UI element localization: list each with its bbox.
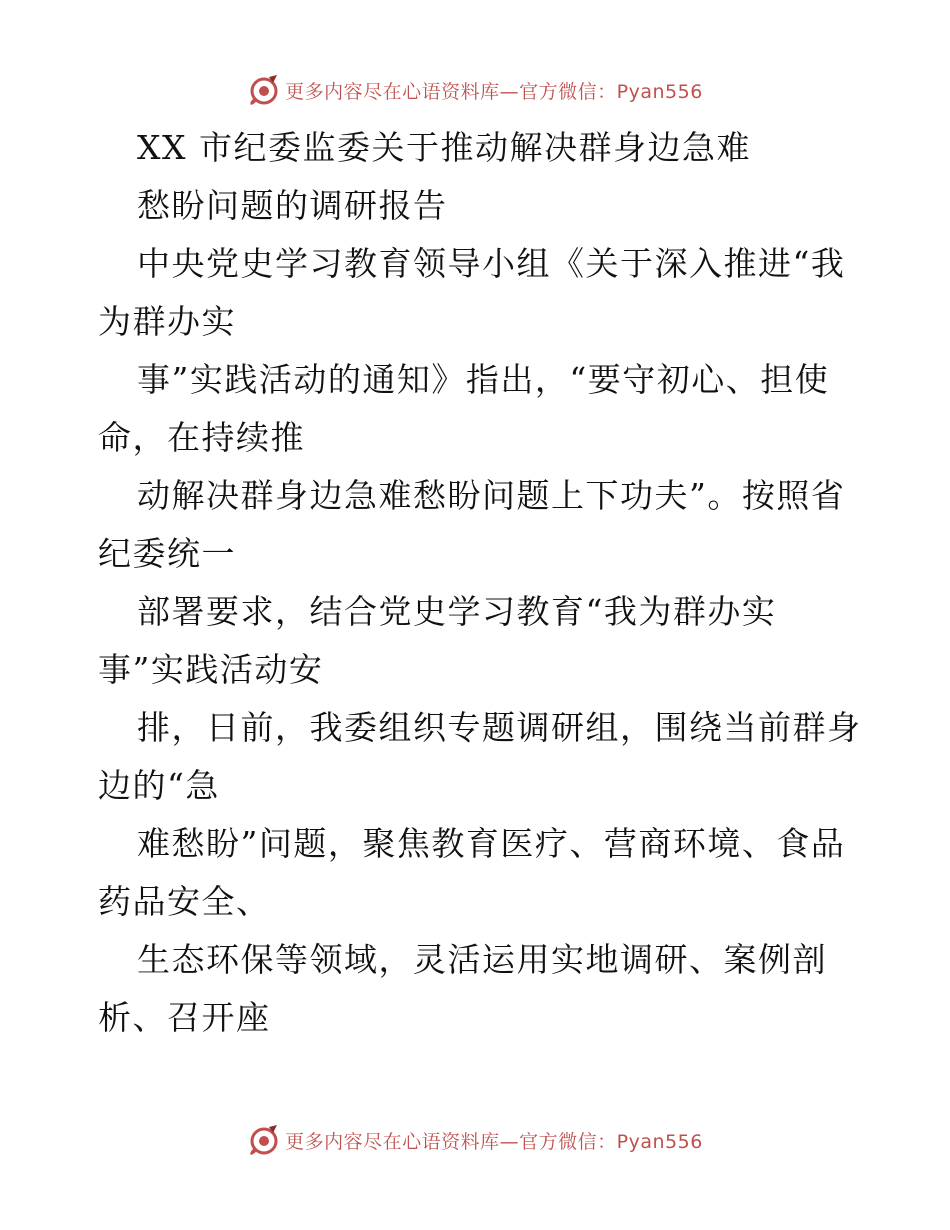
document-title-line-1: XX 市纪委监委关于推动解决群身边急难 <box>137 128 751 167</box>
header-watermark <box>0 70 950 110</box>
body-line-4: 命，在持续推 <box>98 418 305 457</box>
body-line-1: 中央党史学习教育领导小组《关于深入推进“我 <box>137 244 846 283</box>
body-line-6: 纪委统一 <box>98 534 236 573</box>
brush-logo-icon <box>247 1123 281 1157</box>
body-line-5: 动解决群身边急难愁盼问题上下功夫”。按照省 <box>137 476 846 515</box>
footer-watermark <box>0 1120 950 1160</box>
brush-logo-icon <box>247 73 281 107</box>
body-line-13: 生态环保等领域，灵活运用实地调研、案例剖 <box>137 940 827 979</box>
watermark-text: 更多内容尽在心语资料库—官方微信：Pyan556 <box>285 80 703 103</box>
body-line-11: 难愁盼”问题，聚焦教育医疗、营商环境、食品 <box>137 824 846 863</box>
body-line-3: 事”实践活动的通知》指出，“要守初心、担使 <box>137 360 830 399</box>
body-line-10: 边的“急 <box>98 766 220 805</box>
watermark-text: 更多内容尽在心语资料库—官方微信：Pyan556 <box>285 1130 703 1153</box>
body-line-7: 部署要求，结合党史学习教育“我为群办实 <box>137 592 777 631</box>
document-title-line-2: 愁盼问题的调研报告 <box>137 186 448 225</box>
body-line-14: 析、召开座 <box>98 998 271 1037</box>
body-line-2: 为群办实 <box>98 302 236 341</box>
body-line-9: 排，日前，我委组织专题调研组，围绕当前群身 <box>137 708 862 747</box>
body-line-8: 事”实践活动安 <box>98 650 324 689</box>
body-line-12: 药品安全、 <box>98 882 271 921</box>
